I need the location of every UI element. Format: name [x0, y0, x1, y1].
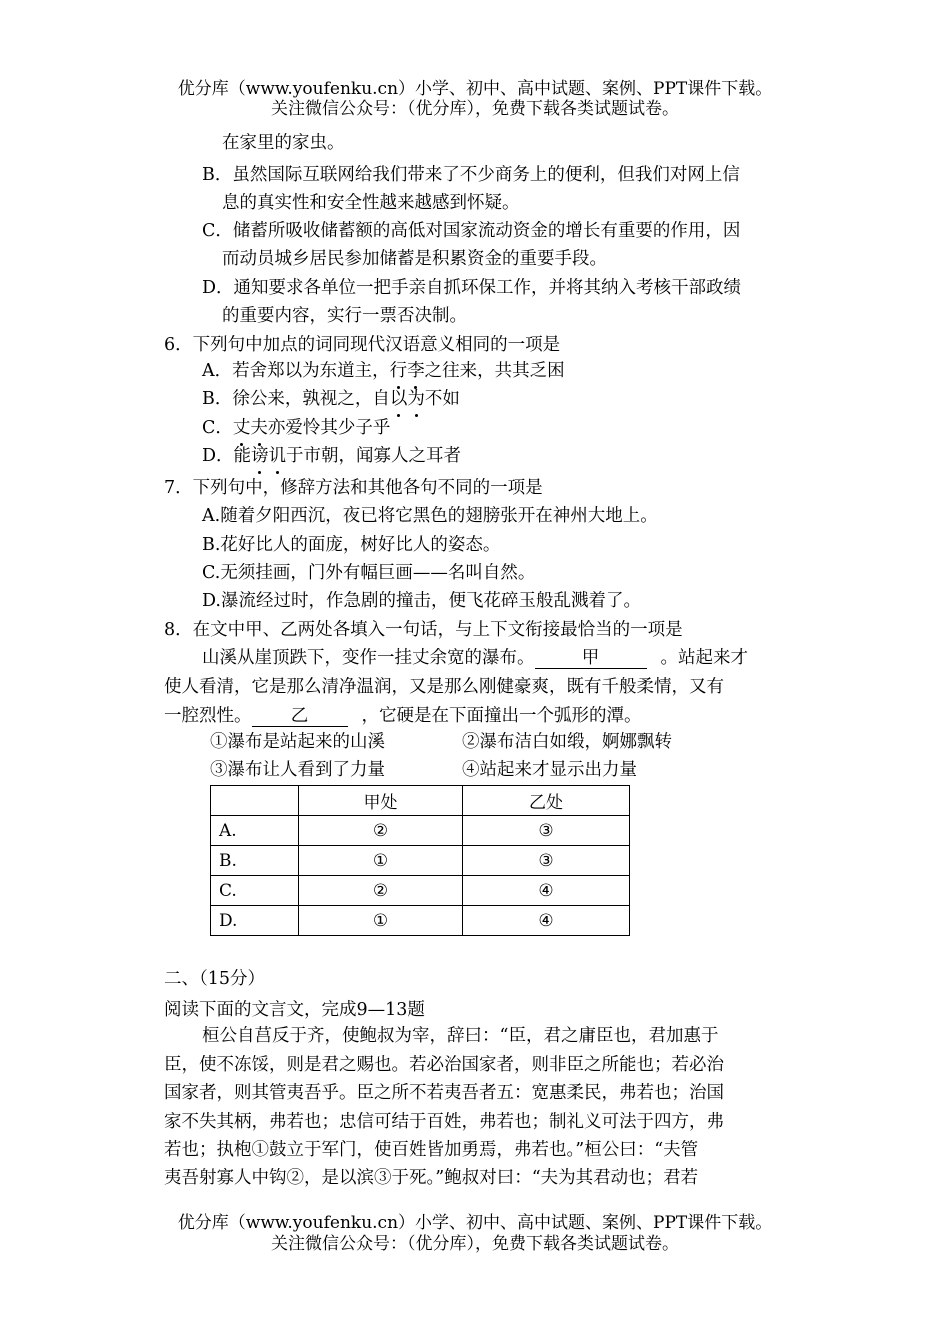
dotted-char: 夫: [250, 415, 268, 441]
table-cell: ①: [299, 906, 463, 936]
table-row: [211, 906, 630, 936]
q6-option-a: A．若舍郑以为东道主，行李之往来，共其乏困: [202, 358, 565, 384]
table-cell: A.: [211, 816, 299, 846]
q6-option-d: D．能谤讥于市朝，闻寡人之耳者: [202, 443, 461, 469]
q8-passage-line-1: 山溪从崖顶跌下，变作一挂丈余宽的瀑布。 甲 。站起来才: [202, 648, 748, 668]
q7-option-c: C.无须挂画，门外有幅巨画——名叫自然。: [202, 563, 536, 583]
q7-option-b: B.花好比人的面庞，树好比人的姿态。: [202, 535, 501, 555]
section-2-instruction: 阅读下面的文言文，完成9—13题: [164, 1000, 425, 1020]
table-header-row: [211, 786, 630, 816]
table-cell: ③: [463, 816, 630, 846]
header-line-2: 关注微信公众号：（优分库），免费下载各类试题试卷。: [271, 99, 679, 119]
table-row: [211, 816, 630, 846]
q6-option-b: B．徐公来，孰视之，自以为不如: [202, 386, 460, 412]
q8-stem: 8．在文中甲、乙两处各填入一句话，与上下文衔接最恰当的一项是: [164, 620, 683, 640]
q8-sentence-3: ③瀑布让人看到了力量: [210, 760, 385, 780]
q6-stem: 6．下列句中加点的词同现代汉语意义相同的一项是: [164, 335, 561, 355]
dotted-char: 李: [407, 358, 425, 384]
table-row: [211, 876, 630, 906]
table-cell: ④: [463, 876, 630, 906]
header-line-1: 优分库（www.youfenku.cn）小学、初中、高中试题、案例、PPT课件下载。: [177, 79, 773, 99]
q8-answer-table: [210, 785, 630, 936]
passage-line: 若也；执枹①鼓立于军门，使百姓皆加勇焉，弗若也。”桓公曰：“夫管: [164, 1140, 699, 1160]
q5-option-d-line-1: D．通知要求各单位一把手亲自抓环保工作，并将其纳入考核干部政绩: [202, 278, 742, 298]
footer-line-2: 关注微信公众号：（优分库），免费下载各类试题试卷。: [271, 1234, 679, 1254]
table-header-cell: [211, 786, 299, 816]
q5-option-b-line-1: B．虽然国际互联网给我们带来了不少商务上的便利，但我们对网上信: [202, 165, 740, 185]
passage-line: 家不失其柄，弗若也；忠信可结于百姓，弗若也；制礼义可法于四方，弗: [164, 1112, 724, 1132]
passage-line: 国家者，则其管夷吾乎。臣之所不若夷吾者五：宽惠柔民，弗若也；治国: [164, 1083, 724, 1103]
table-cell: B.: [211, 846, 299, 876]
footer-line-1: 优分库（www.youfenku.cn）小学、初中、高中试题、案例、PPT课件下载。: [177, 1213, 773, 1233]
q5-option-c-line-2: 而动员城乡居民参加储蓄是积累资金的重要手段。: [222, 249, 607, 269]
dotted-char: 以: [390, 386, 408, 412]
q5-option-a-continuation: 在家里的家虫。: [222, 133, 345, 153]
table-cell: D.: [211, 906, 299, 936]
table-cell: ③: [463, 846, 630, 876]
passage-line: 桓公自莒反于齐，使鲍叔为宰，辞曰：“臣，君之庸臣也，君加惠于: [202, 1026, 719, 1046]
blank-jia: 甲: [535, 648, 647, 669]
q7-stem: 7．下列句中，修辞方法和其他各句不同的一项是: [164, 478, 543, 498]
passage-line: 夷吾射寡人中钩②，是以滨③于死。”鲍叔对曰：“夫为其君动也；君若: [164, 1168, 699, 1188]
table-cell: C.: [211, 876, 299, 906]
q5-option-c-line-1: C．储蓄所吸收储蓄额的高低对国家流动资金的增长有重要的作用，因: [202, 221, 741, 241]
passage-line: 臣，使不冻馁，则是君之赐也。若必治国家者，则非臣之所能也；若必治: [164, 1055, 724, 1075]
q6-option-c: C．丈夫亦爱怜其少子乎: [202, 415, 390, 441]
q5-option-b-line-2: 息的真实性和安全性越来越感到怀疑。: [222, 193, 520, 213]
table-cell: ①: [299, 846, 463, 876]
dotted-char: 讥: [269, 443, 287, 469]
q8-passage-line-3: 一腔烈性。 乙 ，它硬是在下面撞出一个弧形的潭。: [164, 706, 642, 726]
q7-option-d: D.瀑流经过时，作急剧的撞击，便飞花碎玉般乱溅着了。: [202, 591, 641, 611]
dotted-char: 丈: [233, 415, 251, 441]
table-header-cell: 甲处: [299, 786, 463, 816]
q8-sentence-1: ①瀑布是站起来的山溪: [210, 732, 385, 752]
section-2-title: 二、（15分）: [164, 969, 266, 989]
table-cell: ④: [463, 906, 630, 936]
dotted-char: 行: [390, 358, 408, 384]
table-row: [211, 846, 630, 876]
q8-sentence-4: ④站起来才显示出力量: [462, 760, 637, 780]
dotted-char: 为: [407, 386, 425, 412]
dotted-char: 谤: [251, 443, 269, 469]
q8-passage-line-2: 使人看清，它是那么清净温润，又是那么刚健豪爽，既有千般柔情，又有: [164, 677, 724, 697]
table-cell: ②: [299, 816, 463, 846]
q5-option-d-line-2: 的重要内容，实行一票否决制。: [222, 306, 467, 326]
q8-sentence-2: ②瀑布洁白如缎，婀娜飘转: [462, 732, 672, 752]
q7-option-a: A.随着夕阳西沉，夜已将它黑色的翅膀张开在神州大地上。: [202, 506, 658, 526]
table-header-cell: 乙处: [463, 786, 630, 816]
table-cell: ②: [299, 876, 463, 906]
blank-yi: 乙: [252, 706, 348, 727]
